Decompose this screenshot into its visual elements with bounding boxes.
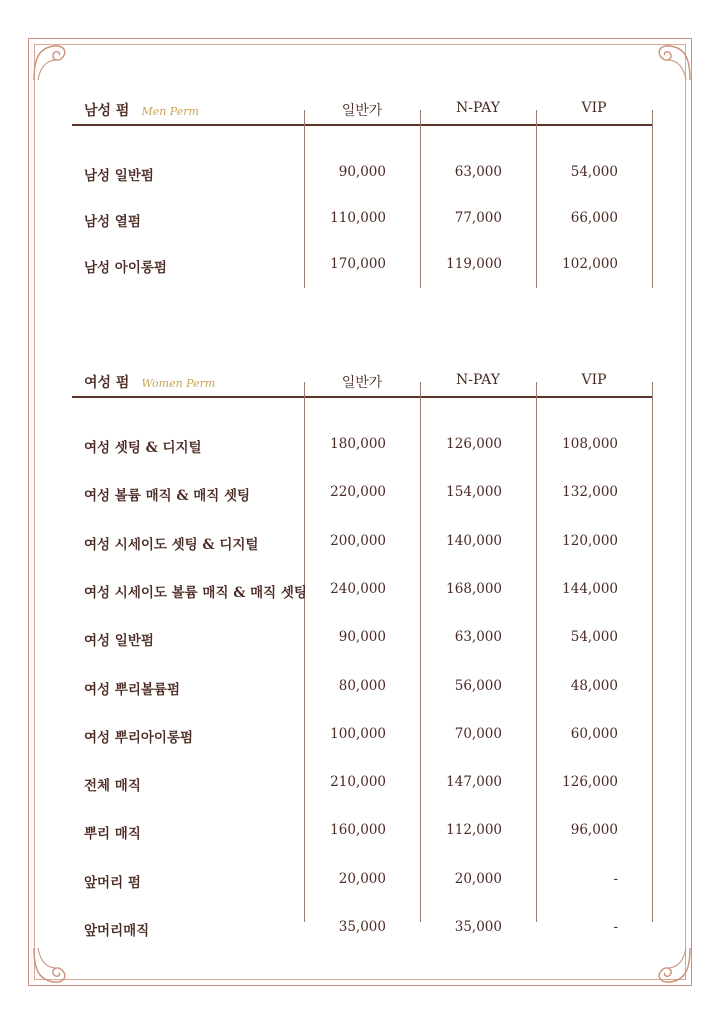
price-regular: 110,000 xyxy=(330,210,386,226)
table-row xyxy=(72,162,652,186)
price-vip: - xyxy=(613,919,618,935)
price-regular: 170,000 xyxy=(330,256,386,272)
service-name: 앞머리매직 xyxy=(84,923,150,939)
price-vip: 120,000 xyxy=(562,532,618,549)
price-vip: 144,000 xyxy=(562,580,618,597)
column-divider xyxy=(652,110,653,288)
column-divider xyxy=(652,382,653,922)
price-regular: 20,000 xyxy=(338,870,386,887)
price-vip: 48,000 xyxy=(570,677,618,694)
price-regular: 90,000 xyxy=(338,164,386,180)
price-regular: 90,000 xyxy=(338,629,386,646)
price-npay: 77,000 xyxy=(454,210,502,226)
table-row xyxy=(72,627,652,651)
service-name: 여성 볼륨 매직 & 매직 셋팅 xyxy=(84,488,251,505)
service-name: 여성 뿌리아이롱펌 xyxy=(84,729,194,746)
table-row xyxy=(72,531,652,555)
column-header-npay: N-PAY xyxy=(456,372,500,388)
column-header-vip: VIP xyxy=(581,372,607,388)
corner-ornament-icon xyxy=(650,40,694,84)
price-npay: 63,000 xyxy=(454,629,502,646)
column-header-regular: 일반가 xyxy=(341,375,383,391)
column-header-vip: VIP xyxy=(581,100,607,116)
price-npay: 119,000 xyxy=(446,256,502,272)
price-npay: 168,000 xyxy=(446,580,502,597)
section-title: 여성 펌 xyxy=(84,375,130,391)
table-row xyxy=(72,772,652,796)
service-name: 남성 일반펌 xyxy=(84,168,154,184)
price-npay: 147,000 xyxy=(446,774,502,791)
corner-ornament-icon xyxy=(30,40,74,84)
women-perm-header xyxy=(72,368,652,398)
table-row xyxy=(72,869,652,893)
price-regular: 100,000 xyxy=(330,725,386,742)
price-npay: 112,000 xyxy=(446,822,502,839)
corner-ornament-icon xyxy=(650,944,694,988)
corner-ornament-icon xyxy=(30,944,74,988)
table-row xyxy=(72,676,652,700)
column-header-regular: 일반가 xyxy=(341,103,383,119)
table-row xyxy=(72,434,652,458)
men-perm-header xyxy=(72,96,652,126)
price-vip: 102,000 xyxy=(562,256,618,272)
service-name: 남성 아이롱펌 xyxy=(84,260,167,276)
service-name: 남성 열펌 xyxy=(84,214,141,230)
price-npay: 56,000 xyxy=(454,677,502,694)
price-regular: 35,000 xyxy=(338,919,386,935)
service-name: 여성 셋팅 & 디지털 xyxy=(84,440,202,456)
table-row xyxy=(72,917,652,941)
price-vip: 54,000 xyxy=(570,629,618,646)
price-npay: 126,000 xyxy=(446,436,502,452)
service-name: 여성 뿌리볼륨펌 xyxy=(84,681,180,698)
service-name: 여성 시세이도 셋팅 & 디지털 xyxy=(84,536,259,553)
price-npay: 70,000 xyxy=(454,725,502,742)
price-npay: 154,000 xyxy=(446,484,502,501)
table-row xyxy=(72,820,652,844)
price-vip: 126,000 xyxy=(562,774,618,791)
price-vip: 54,000 xyxy=(570,164,618,180)
table-row xyxy=(72,579,652,603)
price-vip: 66,000 xyxy=(570,210,618,226)
price-regular: 200,000 xyxy=(330,532,386,549)
price-npay: 20,000 xyxy=(454,870,502,887)
table-row xyxy=(72,482,652,506)
price-regular: 240,000 xyxy=(330,580,386,597)
service-name: 뿌리 매직 xyxy=(84,826,141,843)
price-regular: 160,000 xyxy=(330,822,386,839)
price-regular: 210,000 xyxy=(330,774,386,791)
price-regular: 220,000 xyxy=(330,484,386,501)
price-npay: 140,000 xyxy=(446,532,502,549)
table-row xyxy=(72,254,652,278)
section-script-title: Men Perm xyxy=(141,105,199,118)
service-name: 여성 시세이도 볼륨 매직 & 매직 셋팅 xyxy=(84,584,307,601)
price-vip: 96,000 xyxy=(570,822,618,839)
section-title: 남성 펌 xyxy=(84,103,130,119)
price-regular: 180,000 xyxy=(330,436,386,452)
women-perm-section xyxy=(72,368,652,939)
price-regular: 80,000 xyxy=(338,677,386,694)
price-vip: 60,000 xyxy=(570,725,618,742)
men-perm-section xyxy=(72,96,652,276)
section-script-title: Women Perm xyxy=(141,377,216,390)
table-row xyxy=(72,724,652,748)
service-name: 앞머리 펌 xyxy=(84,874,141,891)
table-row xyxy=(72,208,652,232)
price-npay: 35,000 xyxy=(454,919,502,935)
price-vip: 132,000 xyxy=(562,484,618,501)
column-header-npay: N-PAY xyxy=(456,100,500,116)
price-vip: 108,000 xyxy=(562,436,618,452)
service-name: 전체 매직 xyxy=(84,778,141,795)
service-name: 여성 일반펌 xyxy=(84,633,154,650)
price-npay: 63,000 xyxy=(454,164,502,180)
price-vip: - xyxy=(613,870,618,887)
